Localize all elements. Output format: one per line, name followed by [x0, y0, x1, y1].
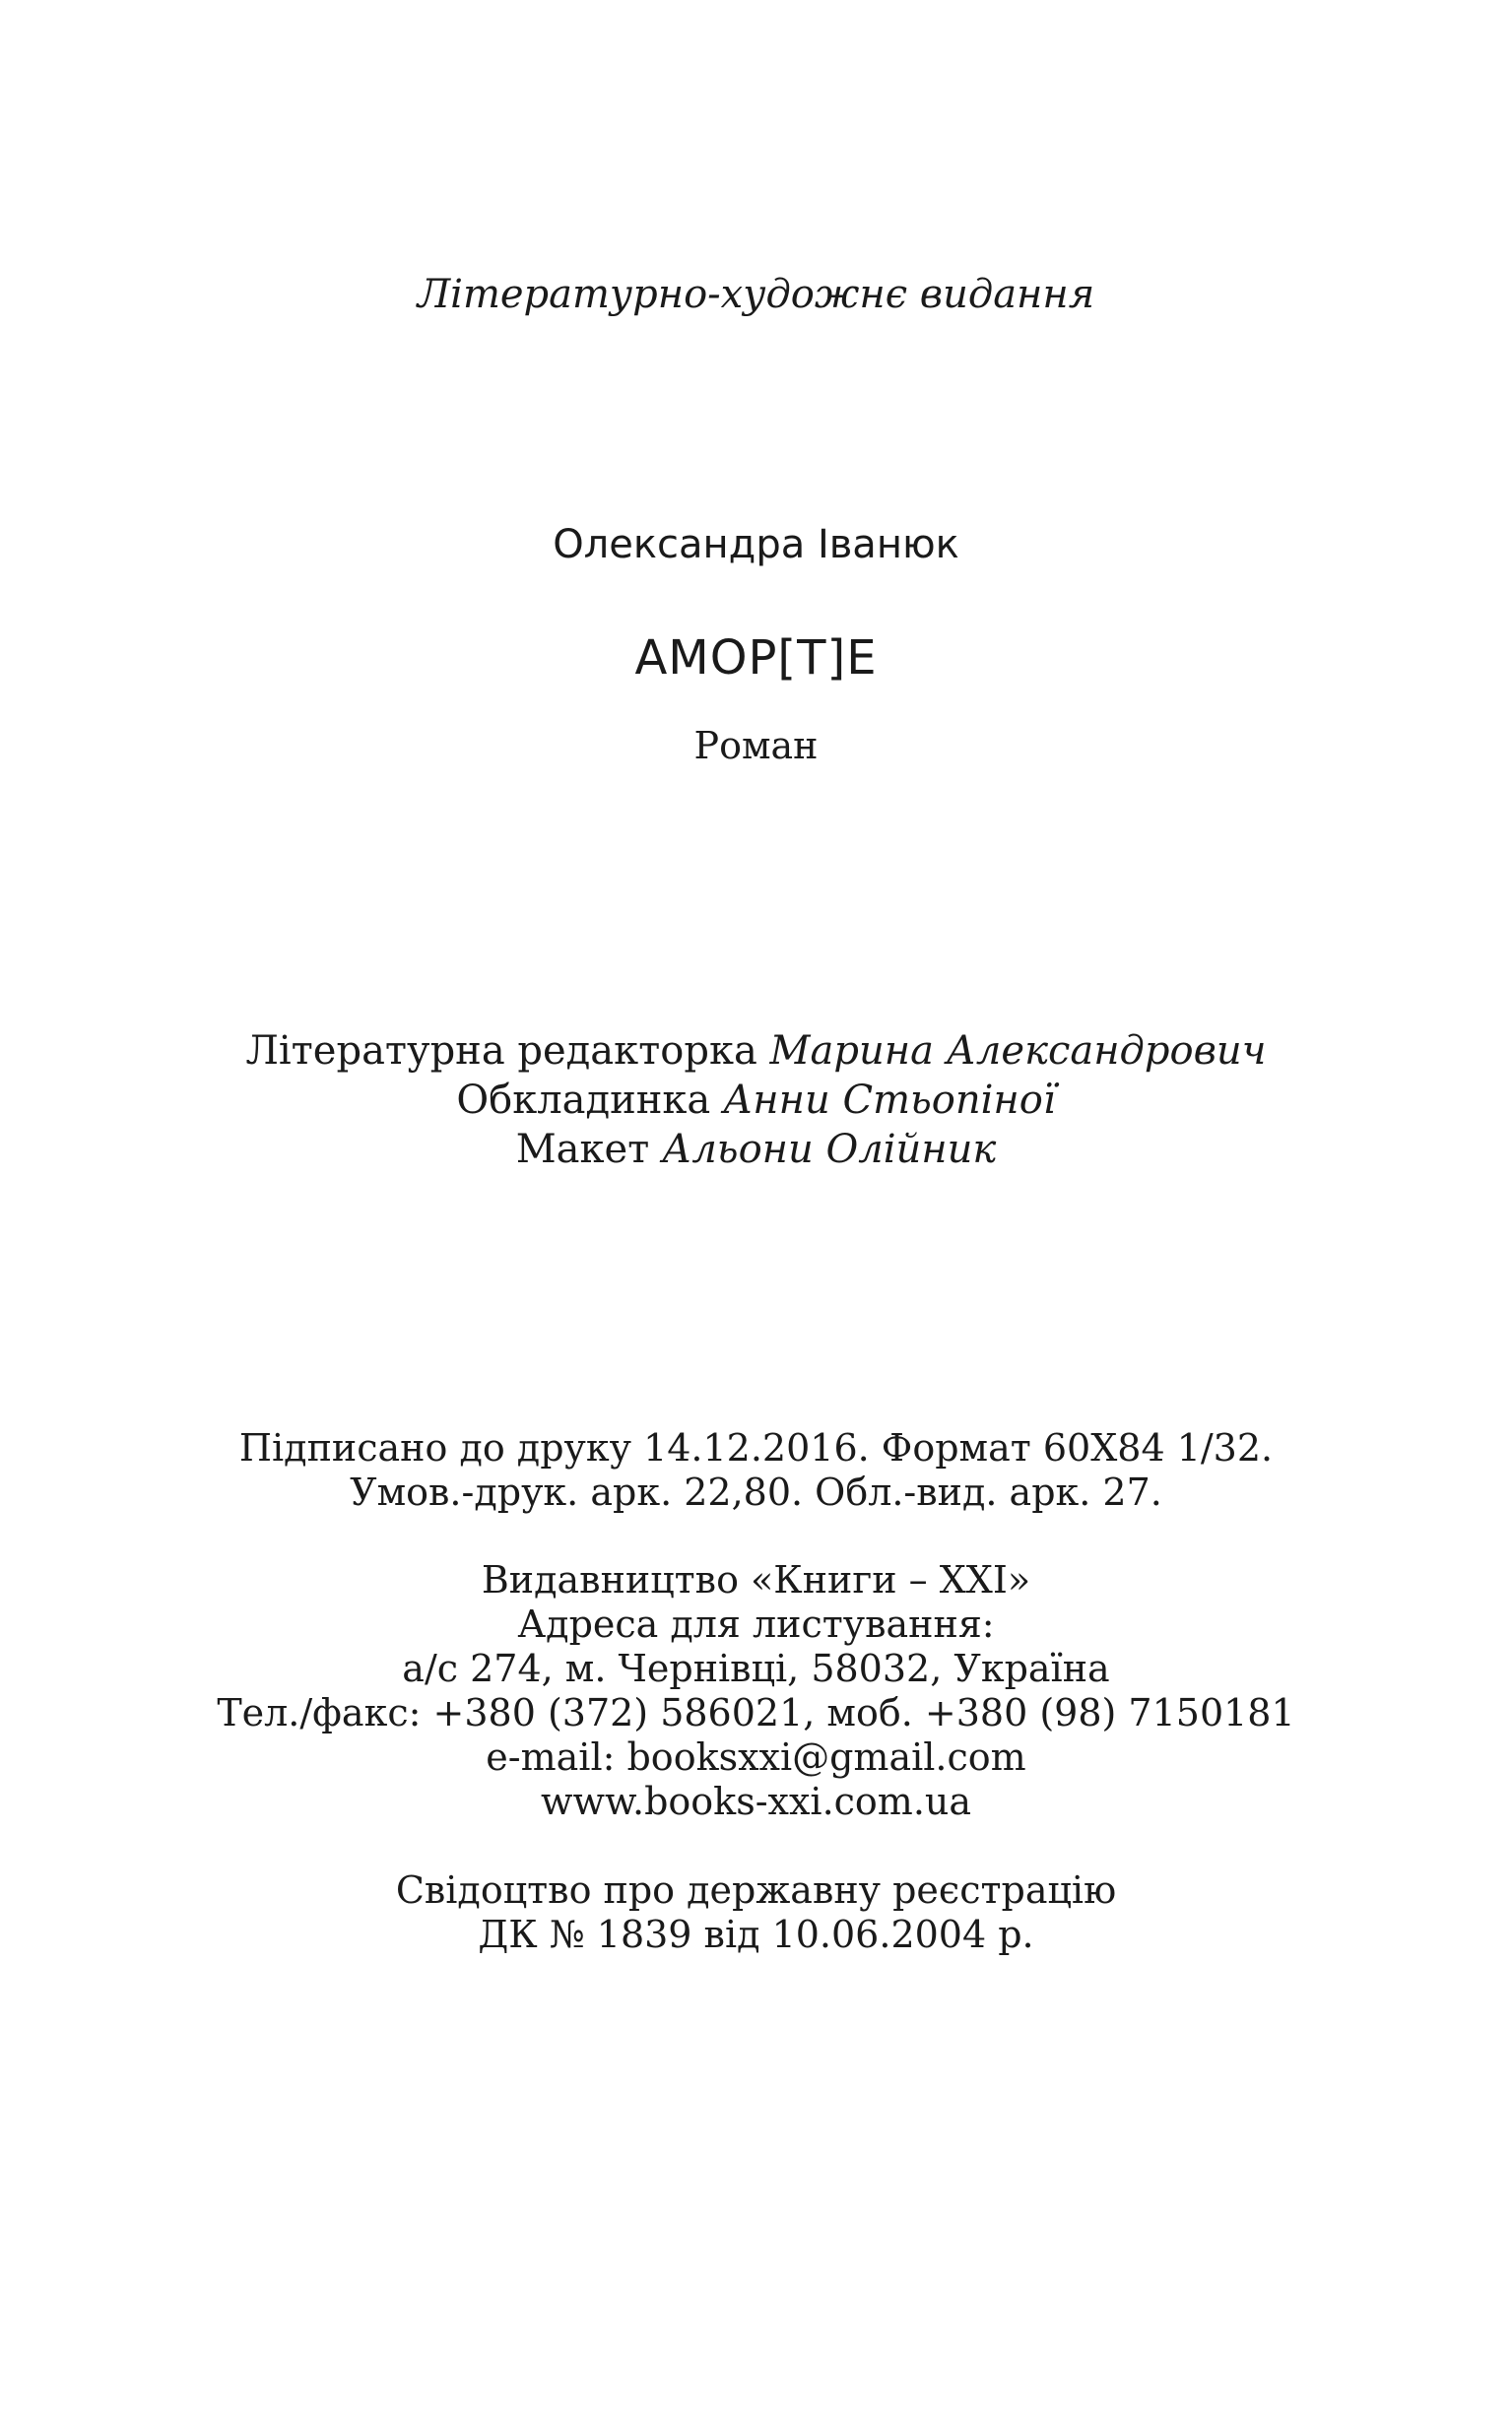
credits-block [0, 1026, 1512, 1174]
phone-fax: Тел./факс: +380 (372) 586021, моб. +380 (98) 7150181 [217, 1691, 1295, 1734]
website-url: www.books-xxi.com.ua [540, 1780, 972, 1823]
registration-line: ДК № 1839 від 10.06.2004 р. [478, 1913, 1034, 1956]
credit-person: Марина Александрович [769, 1028, 1267, 1074]
print-info-block [0, 1426, 1512, 1515]
book-title: АМОР[Т]Е [634, 630, 878, 686]
registration-block [0, 1868, 1512, 1957]
credit-role: Макет [515, 1127, 650, 1172]
credit-editor [0, 1026, 1512, 1076]
series-label: Літературно-художнє видання [417, 272, 1095, 317]
credit-layout [0, 1125, 1512, 1174]
genre-label: Роман [693, 724, 819, 767]
publisher-name: Видавництво «Книги – ХХІ» [481, 1558, 1031, 1602]
mailing-address-label: Адреса для листування: [517, 1602, 995, 1646]
credit-person: Анни Стьопіної [723, 1078, 1056, 1123]
credit-cover [0, 1076, 1512, 1125]
registration-line: Свідоцтво про державну реєстрацію [395, 1868, 1117, 1912]
credit-person: Альони Олійник [662, 1127, 997, 1172]
credit-role: Обкладинка [456, 1078, 711, 1123]
author-name: Олександра Іванюк [553, 522, 959, 567]
postal-address: а/с 274, м. Чернівці, 58032, Україна [402, 1647, 1110, 1690]
publisher-block [0, 1558, 1512, 1824]
email-address: e-mail: booksxxi@gmail.com [486, 1735, 1026, 1779]
print-info-line: Підписано до друку 14.12.2016. Формат 60Х84 1/32. [238, 1426, 1274, 1470]
credit-role: Літературна редакторка [245, 1028, 757, 1074]
print-info-line: Умов.-друк. арк. 22,80. Обл.-вид. арк. 27. [350, 1471, 1162, 1514]
